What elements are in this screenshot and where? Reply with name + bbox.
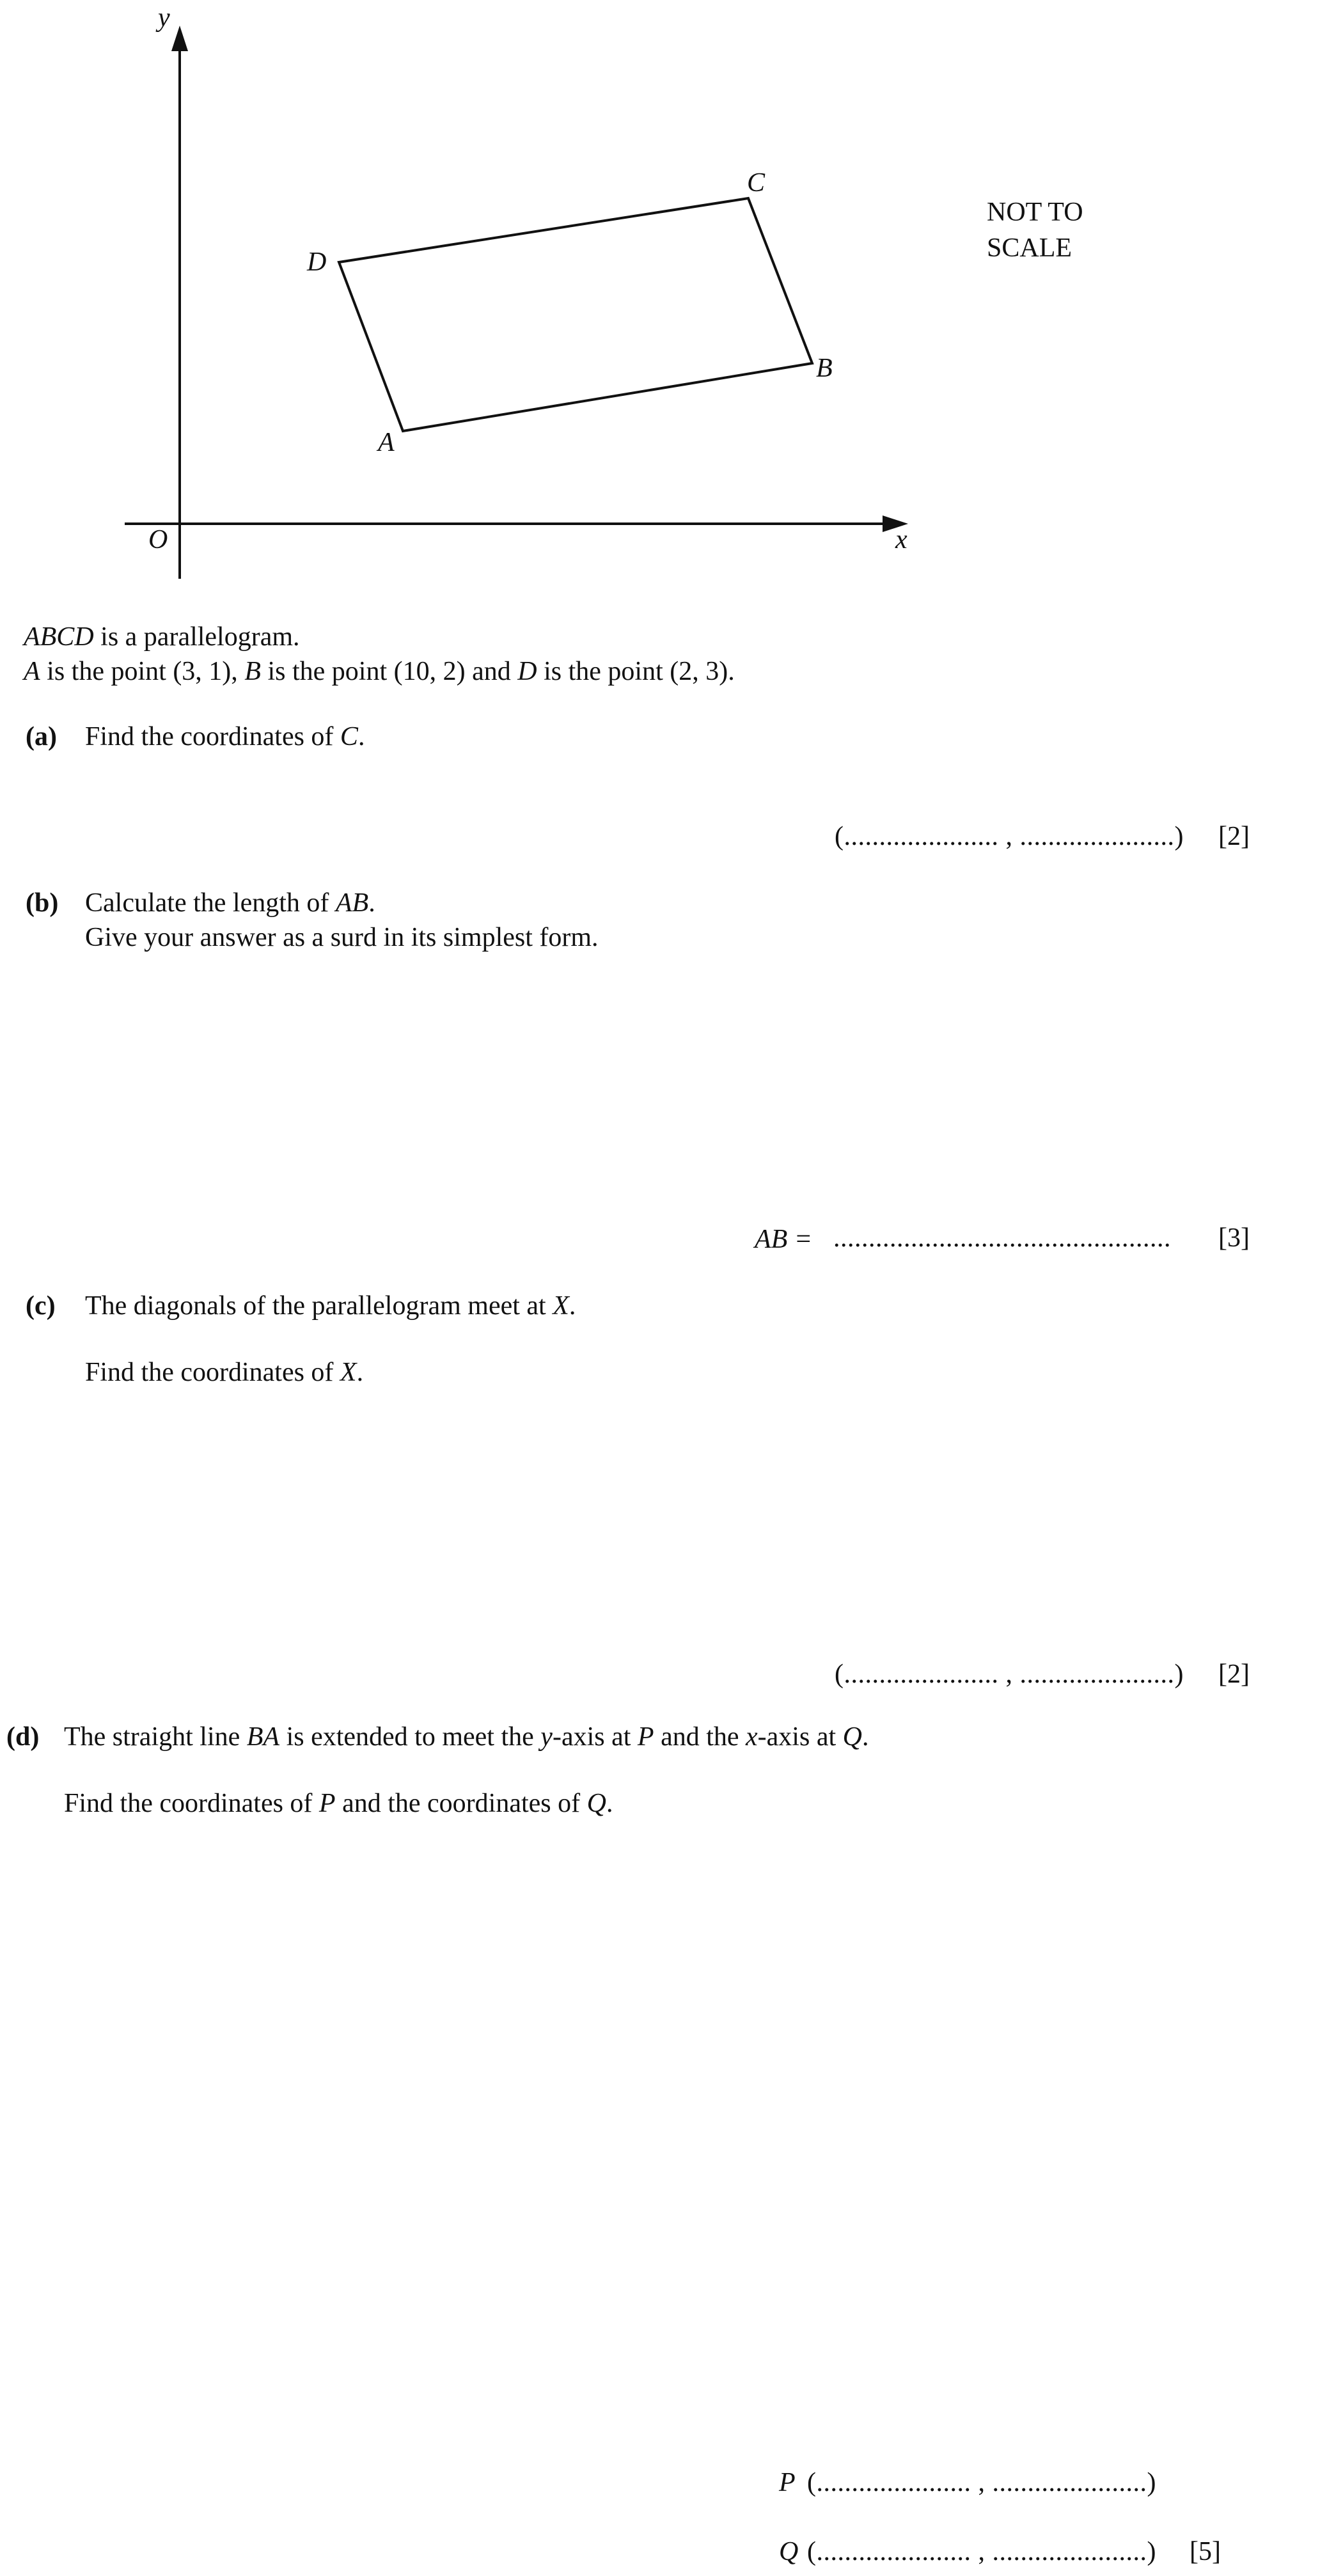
part-d-q-label	[779, 2535, 798, 2569]
origin-label: O	[148, 525, 168, 554]
part-a-label: (a)	[26, 722, 57, 751]
part-c-answer-line[interactable]: (...................... , ......................)	[835, 1660, 1184, 1689]
part-d-line2a: Find the coordinates of	[64, 1789, 319, 1818]
part-d-instruction	[64, 1787, 613, 1821]
y-axis-arrowhead	[171, 26, 188, 51]
point-b-var: B	[244, 657, 261, 686]
intro-line-2	[24, 655, 735, 689]
part-d-v2: y	[540, 1722, 553, 1752]
part-c-text: The diagonals of the parallelogram meet at	[85, 1291, 553, 1321]
part-d-t1: The straight line	[64, 1722, 247, 1752]
point-d-var: D	[517, 657, 537, 686]
vertex-label-b: B	[816, 354, 833, 383]
part-d-p-var: P	[779, 2468, 796, 2497]
part-b-instruction: Give your answer as a surd in its simplest form.	[85, 923, 599, 952]
not-to-scale-line2: SCALE	[987, 233, 1072, 263]
intro-line-1	[24, 620, 300, 654]
part-b-label: (b)	[26, 888, 59, 918]
part-d-question	[64, 1720, 868, 1754]
part-d-t2: is extended to meet the	[279, 1722, 541, 1752]
part-b-marks: [3]	[1218, 1223, 1250, 1253]
point-d-text: is the point (2, 3).	[537, 657, 735, 686]
part-c-line2-var: X	[340, 1358, 357, 1387]
part-b-end: .	[368, 888, 375, 918]
part-d-q-var: Q	[779, 2537, 799, 2566]
part-d-v5: Q	[842, 1722, 862, 1752]
part-a-end: .	[357, 722, 365, 751]
part-d-q-answer-line[interactable]: (...................... , ......................)	[807, 2537, 1156, 2566]
part-d-v1: BA	[246, 1722, 280, 1752]
part-d-marks: [5]	[1190, 2537, 1221, 2566]
y-axis-label: y	[158, 3, 170, 33]
vertex-label-a: A	[378, 428, 395, 457]
part-a-text: Find the coordinates of	[85, 722, 340, 751]
part-c-marks: [2]	[1218, 1660, 1250, 1689]
part-c-end: .	[569, 1291, 576, 1321]
not-to-scale-note	[987, 194, 1083, 266]
part-d-v3: P	[637, 1722, 654, 1752]
part-d-line2v2: Q	[586, 1789, 606, 1818]
part-b-answer-prefix	[755, 1223, 812, 1257]
part-c-var: X	[553, 1291, 569, 1321]
part-d-label: (d)	[6, 1722, 40, 1752]
part-d-line2c: .	[606, 1789, 613, 1818]
part-d-t3: -axis at	[552, 1722, 638, 1752]
part-b-answer-var: AB =	[755, 1225, 813, 1254]
part-c-line2-end: .	[356, 1358, 364, 1387]
parallelogram-abcd	[339, 198, 812, 431]
part-d-p-answer-line[interactable]: (...................... , ......................)	[807, 2468, 1156, 2497]
coordinate-diagram	[0, 0, 1343, 588]
part-d-line2b: and the coordinates of	[335, 1789, 587, 1818]
point-a-text: is the point (3, 1),	[40, 657, 245, 686]
part-c-label: (c)	[26, 1291, 56, 1321]
part-c-instruction	[85, 1356, 363, 1390]
part-b-var: AB	[335, 888, 369, 918]
part-d-p-label	[779, 2466, 796, 2500]
part-d-v4: x	[746, 1722, 758, 1752]
point-a-var: A	[24, 657, 40, 686]
part-d-t5: -axis at	[757, 1722, 843, 1752]
part-a-answer-line[interactable]: (...................... , ......................)	[835, 822, 1184, 851]
vertex-label-c: C	[747, 168, 766, 198]
part-d-t4: and the	[654, 1722, 746, 1752]
part-c-line2-text: Find the coordinates of	[85, 1358, 340, 1387]
part-b-answer-line[interactable]: ................................................	[833, 1223, 1171, 1253]
part-b-question	[85, 886, 375, 920]
part-a-marks: [2]	[1218, 822, 1250, 851]
part-a-question	[85, 720, 365, 754]
part-a-var: C	[340, 722, 358, 751]
part-b-text: Calculate the length of	[85, 888, 336, 918]
point-b-text: is the point (10, 2) and	[260, 657, 518, 686]
vertex-label-d: D	[307, 247, 327, 277]
not-to-scale-line1: NOT TO	[987, 198, 1083, 227]
part-d-t6: .	[861, 1722, 869, 1752]
shape-name: ABCD	[24, 622, 94, 652]
intro-line-1-text: is a parallelogram.	[93, 622, 300, 652]
part-c-question	[85, 1289, 576, 1323]
part-d-line2v1: P	[318, 1789, 336, 1818]
x-axis-label: x	[895, 525, 907, 554]
